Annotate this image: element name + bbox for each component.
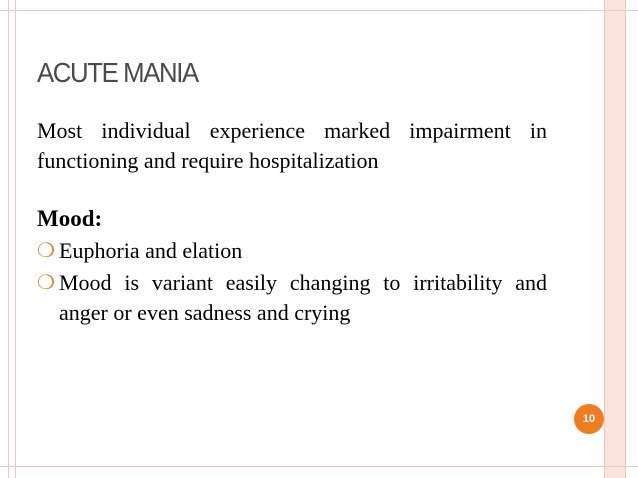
bullet-list bbox=[37, 236, 547, 328]
frame-right-band bbox=[604, 0, 626, 478]
intro-paragraph: Most individual experience marked impairment in functioning and require hospitalization bbox=[37, 118, 547, 173]
frame-left-inner bbox=[15, 0, 16, 478]
mood-heading: Mood: bbox=[37, 206, 103, 231]
page-number-badge: 10 bbox=[574, 404, 604, 434]
slide-title: ACUTE MANIA bbox=[37, 57, 198, 88]
bullet-text: Mood is variant easily changing to irritability and anger or even sadness and crying bbox=[59, 270, 547, 325]
bullet-text: Euphoria and elation bbox=[59, 238, 243, 263]
frame-bottom-line bbox=[0, 466, 638, 467]
frame-left-outer bbox=[8, 0, 9, 478]
list-item bbox=[37, 268, 547, 328]
frame-top-line bbox=[0, 10, 638, 11]
ring-bullet-icon: ❍ bbox=[37, 240, 55, 262]
slide-content bbox=[37, 116, 547, 330]
list-item bbox=[37, 236, 547, 266]
ring-bullet-icon: ❍ bbox=[37, 272, 55, 294]
